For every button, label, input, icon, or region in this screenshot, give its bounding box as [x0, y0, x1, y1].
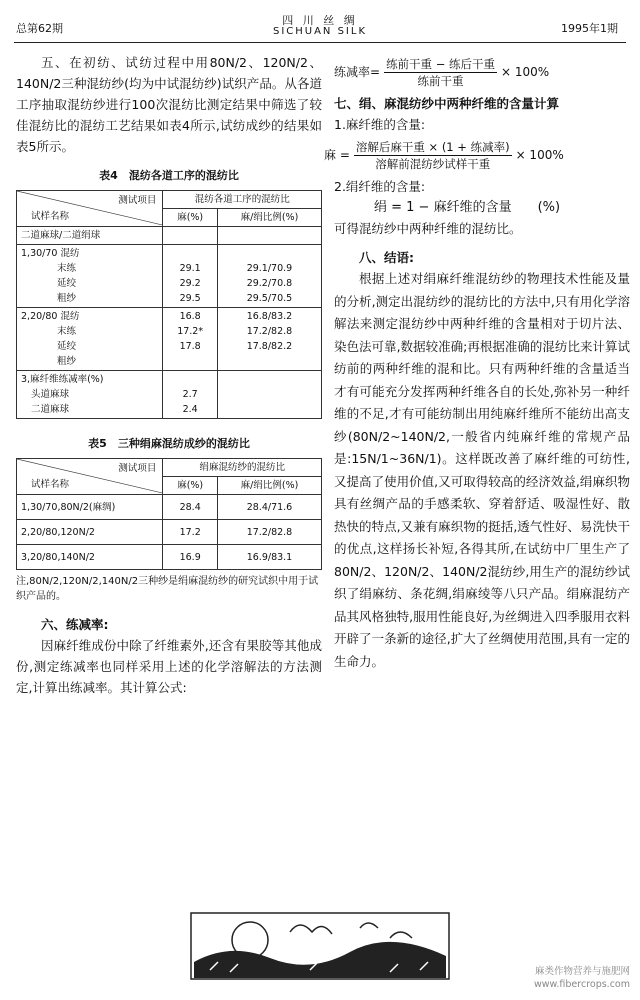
table4-col-ratio: 麻/绢比例(%)	[217, 209, 321, 227]
left-column	[16, 52, 322, 698]
site-watermark: 麻类作物营养与施肥网 www.fibercrops.com	[533, 966, 630, 990]
table5-note: 注,80N/2,120N/2,140N/2三种纱是绢麻混纺纱的研究试织中用于试织产品的。	[16, 576, 319, 602]
table5-col-ratio: 麻/绢比例(%)	[217, 477, 321, 495]
issue-date: 1995年1期	[561, 22, 618, 35]
decorative-illustration	[190, 912, 450, 980]
section8-paragraph: 根据上述对绢麻纤维混纺纱的物理技术性能及量的分析,测定出混纺纱的混纺比的方法中,只有用化学溶解法来测定混纺纱中两种纤维的含量相对于切片法、染色法可靠,数据较准确;再根据准确的混纺比来计算试纺前的两种纤维的混和比。只有两种纤维的含量适当才有可能充分发挥两种纤维各自的长处,弥补另一种纤维的不足,才有可能纺制出用纯麻纤维所不能纺出高支纱(80N/2~140N/2,一般省内纯麻纤维的常规产品是:15N/1~36N/1)。这样既改善了麻纤维的可纺性,又提高了使用价值,又可取得较高的经济效益,绢麻织物具有丝绸产品的手感柔软、穿着舒适、吸湿性好、散热快的特点,又兼有麻织物的挺括,透气性好、易洗快干的优点,这样扬长补短,各得其所,在试纺中厂里生产了80N/2、120N/2、140N/2混纺纱,用生产的混纺纱试织了绢麻纺、条花绸,绢麻绫等八只产品。绢麻混纺产品其风格独特,服用性能良好,为丝绸进入四季服用衣料开辟了一条新的途径,扩大了丝绸使用范围,具有一定的生命力。	[334, 271, 630, 669]
table4	[16, 190, 322, 419]
issue-number: 总第62期	[16, 22, 63, 35]
table4-group1: 1,30/70 混纺 末练 延绞 粗纱 29.1 29.2 29.5 29.1/70.9 29.2/70.8 29.5/70.5	[17, 245, 322, 308]
section8-title: 八、结语:	[359, 250, 414, 265]
section6-paragraph: 因麻纤维成份中除了纤维素外,还含有果胶等其他成份,测定练减率也同样采用上述的化学溶解法的方法测定,计算出练减率。其计算公式:	[16, 638, 322, 695]
table5-group-header: 绢麻混纺纱的混纺比	[163, 459, 322, 477]
header-rule	[14, 42, 626, 43]
section7-tail: 可得混纺纱中两种纤维的混纺比。	[334, 221, 522, 236]
section7-sub2: 2.绢纤维的含量:	[334, 179, 426, 194]
table5-corner: 测试项目 试样名称	[17, 459, 163, 495]
journal-title-cn: 四 川 丝 绸	[282, 14, 358, 27]
table-row: 3,20/80,140N/2 16.9 16.9/83.1	[17, 545, 322, 570]
table5-caption: 表5 三种绢麻混纺成纱的混纺比	[88, 437, 250, 450]
table5-col-hemp: 麻(%)	[163, 477, 218, 495]
table4-group3: 3,麻纤维练减率(%) 头道麻球 二道麻球 2.7 2.4	[17, 371, 322, 419]
table5	[16, 458, 322, 570]
formula-silk-content: 绢 = 1 − 麻纤维的含量 (%)	[374, 200, 561, 215]
table4-col-hemp: 麻(%)	[163, 209, 218, 227]
table-row: 2,20/80,120N/2 17.2 17.2/82.8	[17, 520, 322, 545]
section7-title: 七、绢、麻混纺纱中两种纤维的含量计算	[334, 96, 560, 111]
formula-scouring-loss: 练减率= $\frac{\text{练前干重 − 练后干重}}{\text{练前干重}}$ × 100%	[334, 57, 550, 88]
table4-group2: 2,20/80 混纺 末练 延绞 粗纱 16.8 17.2* 17.8 16.8/83.2 17.2/82.8 17.8/82.2	[17, 308, 322, 371]
table4-group-header: 混纺各道工序的混纺比	[163, 191, 322, 209]
formula-hemp-content: 麻 = $\frac{\text{溶解后麻干重 × (1 + 练减率)}}{\text{溶解前混纺纱试样干重}}$ × 100%	[324, 140, 564, 171]
table4-caption: 表4 混纺各道工序的混纺比	[99, 169, 239, 182]
table4-corner: 测试项目 试样名称	[17, 191, 163, 227]
section5-paragraph: 五、在初纺、试纺过程中用80N/2、120N/2、140N/2三种混纺纱(均为中试混纺纱)试织产品。从各道工序抽取混纺纱进行100次混纺比测定结果中筛选了较佳混纺比的混纺工艺结果如表4所示,试纺成纱的结果如表5所示。	[16, 55, 322, 154]
table4-row-label: 二道麻球/二道绢球	[17, 227, 163, 245]
page-header	[0, 6, 640, 40]
journal-title-en: SICHUAN SILK	[272, 26, 368, 37]
section7-sub1: 1.麻纤维的含量:	[334, 117, 426, 132]
right-column	[324, 52, 630, 673]
table-row: 1,30/70,80N/2(麻绸) 28.4 28.4/71.6	[17, 495, 322, 520]
section6-title: 六、练减率:	[41, 617, 109, 632]
